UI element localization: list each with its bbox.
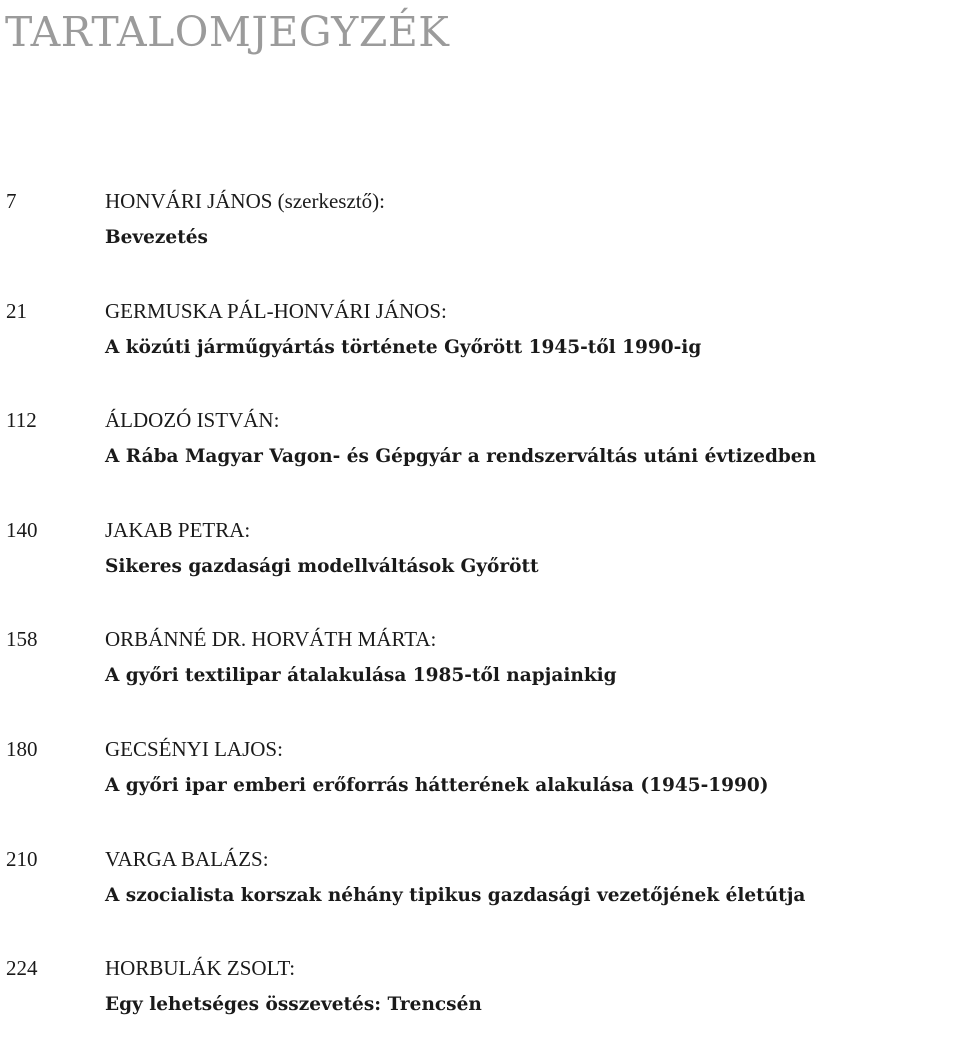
toc-page-number: 210 xyxy=(6,846,38,871)
toc-author: VARGA BALÁZS: xyxy=(105,846,269,871)
toc-author: JAKAB PETRA: xyxy=(105,517,251,542)
toc-author: GERMUSKA PÁL-HONVÁRI JÁNOS: xyxy=(105,298,447,323)
toc-title: Bevezetés xyxy=(105,227,208,248)
toc-title: A győri ipar emberi erőforrás hátterének alakulása (1945-1990) xyxy=(105,774,769,796)
toc-author: HORBULÁK ZSOLT: xyxy=(105,956,296,981)
toc-title: Sikeres gazdasági modellváltások Győrött xyxy=(105,555,539,577)
toc-title: A szocialista korszak néhány tipikus gazdasági vezetőjének életútja xyxy=(105,884,806,906)
toc-entry xyxy=(0,840,960,950)
toc-page-number: 21 xyxy=(6,298,27,323)
toc-entry xyxy=(0,292,960,402)
toc-page-number: 158 xyxy=(6,627,38,652)
page-title: TARTALOMJEGYZÉK xyxy=(5,8,450,56)
toc-page-number: 180 xyxy=(6,736,38,761)
toc-entry xyxy=(0,620,960,730)
toc-title: A Rába Magyar Vagon- és Gépgyár a rendszerváltás utáni évtizedben xyxy=(105,446,817,468)
toc-title: Egy lehetséges összevetés: Trencsén xyxy=(105,994,482,1016)
toc-title: A győri textilipar átalakulása 1985-től napjainkig xyxy=(105,665,617,687)
toc-author: HONVÁRI JÁNOS (szerkesztő): xyxy=(105,189,385,213)
toc-entry xyxy=(0,182,960,292)
toc-entry xyxy=(0,511,960,621)
toc-title: A közúti járműgyártás története Győrött 1945-től 1990-ig xyxy=(105,336,702,358)
toc-author: ÁLDOZÓ ISTVÁN: xyxy=(105,408,280,433)
toc-page-number: 112 xyxy=(6,408,37,433)
table-of-contents xyxy=(0,182,960,1059)
toc-entry xyxy=(0,401,960,511)
toc-entry xyxy=(0,949,960,1059)
toc-author: GECSÉNYI LAJOS: xyxy=(105,736,283,761)
toc-page-number: 7 xyxy=(6,189,17,213)
toc-page-number: 140 xyxy=(6,517,38,542)
toc-page-number: 224 xyxy=(6,956,38,981)
toc-entry xyxy=(0,730,960,840)
toc-author: ORBÁNNÉ DR. HORVÁTH MÁRTA: xyxy=(105,627,437,652)
